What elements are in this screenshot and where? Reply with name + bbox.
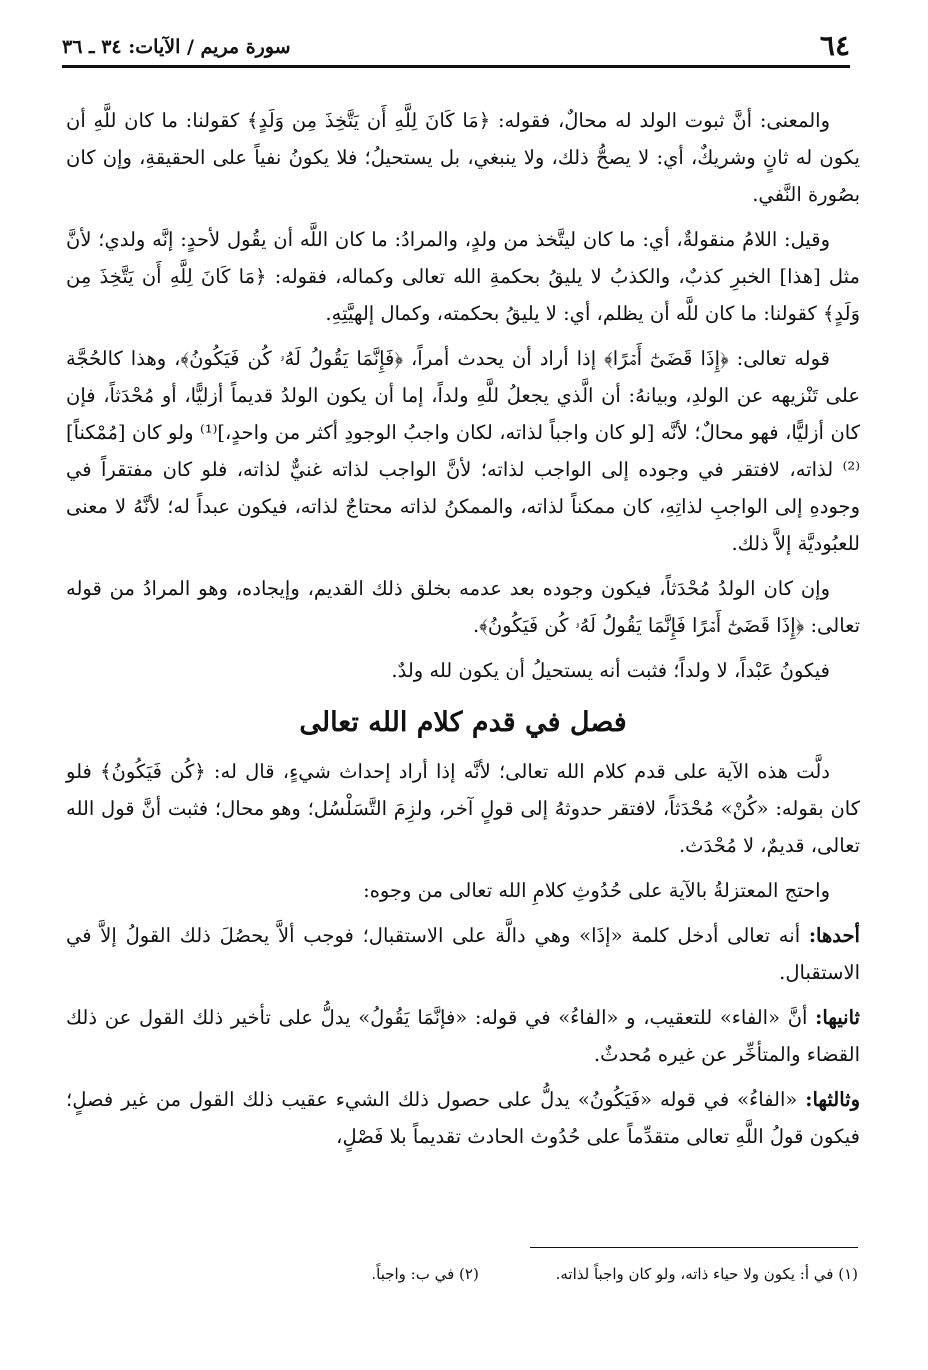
point-text: أنَّ «الفاء» للتعقيب، و «الفاءُ» في قوله: «فإنَّمَا يَقُولُ» يدلُّ على تأخير ذلك القول عن ذلك القضاء والمتأخِّر عن غيره مُحدثٌ. [66, 1006, 860, 1066]
point-lead: أحدها: [808, 924, 860, 947]
point-text: «الفاءُ» في قوله «فَيَكُونُ» يدلُّ على حصول ذلك الشيء عقيب ذلك القول من غير فصلٍ؛ فيكون قولُ اللَّهِ تعالى متقدِّماً على حُدُوث الحادث تقديماً بلا فَصْلٍ، [66, 1088, 860, 1148]
footnotes [220, 1262, 858, 1286]
point-text: أنه تعالى أدخل كلمة «إذَا» وهي دالَّة على الاستقبال؛ فوجب ألاَّ يحصُلَ ذلك القولُ إلاَّ في الاستقبال. [66, 924, 860, 984]
point-paragraph [66, 917, 860, 991]
point-lead: ثانيها: [815, 1006, 860, 1029]
running-title: سورة مريم / الآيات: ٣٤ ـ ٣٦ [62, 36, 291, 58]
point-paragraph [66, 999, 860, 1073]
paragraph: والمعنى: أنَّ ثبوت الولد له محالٌ، فقوله: ﴿مَا كَانَ لِلَّهِ أَن يَتَّخِذَ مِن وَلَدٍ﴾ كقولنا: ما كان للَّهِ أن يكون له ثانٍ وشريكٌ، أي: لا يصحُّ ذلك، ولا ينبغي، بل يستحيلُ؛ فلا يكونُ نفياً على الحقيقةِ، وإن كان بصُورة النَّفي. [66, 109, 860, 206]
footnote: (١) في أ: يكون ولا حياء ذاته، ولو كان واجباً لذاته. [555, 1265, 858, 1283]
footnote: (٢) في ب: واجباً. [371, 1265, 479, 1283]
main-text [66, 102, 860, 1163]
paragraph: قوله تعالى: ﴿إِذَا قَضَىٰٓ أَمۡرًا﴾ إذا أراد أن يحدث أمراً، ﴿فَإِنَّمَا يَقُولُ لَهُۥ كُن فَيَكُونُ﴾، وهذا كالحُجَّة على تَنْزيهه عن الولدِ، وبيانهُ: أن الَّذي يجعلُ للَّهِ ولداً، إما أن يكون الولدُ قديماً أزليًّا، أو مُحْدَثاً، فإن كان أزليًّا، فهو محالٌ؛ لأنَّه [لو كان واجباً لذاته، لكان واجبُ الوجودِ أكثر من واحدٍ،]⁽¹⁾ ولو كان [مُمْكناً]⁽²⁾ لذاته، لافتقر في وجوده إلى الواجب لذاته؛ لأنَّ الواجب لذاته غنيٌّ لذاته، فلو كان مفتقراً في وجودهِ إلى الواجبِ لذاتِهِ، كان ممكناً لذاته، والممكنُ لذاته محتاجٌ لذاته، فيكون عبداً له؛ لأنَّهُ لا معنى للعبُوديَّة إلاَّ ذلك. [66, 347, 861, 555]
paragraph: دلَّت هذه الآية على قدم كلام الله تعالى؛ لأنَّه إذا أراد إحداث شيءٍ، قال له: ﴿كُن فَيَكُونُ﴾ فلو كان بقوله: «كُنْ» مُحْدَثاً، لافتقر حدوثهُ إلى قولٍ آخر، ولزِمَ التَّسَلْسُل؛ وهو محال؛ فثبت أنَّ قول الله تعالى، قديمٌ، لا مُحْدَث. [66, 760, 860, 857]
paragraph: وإن كان الولدُ مُحْدَثاً، فيكون وجوده بعد عدمه بخلق ذلك القديم، وإيجاده، وهو المرادُ من قوله تعالى: ﴿إِذَا قَضَىٰٓ أَمۡرًا فَإِنَّمَا يَقُولُ لَهُۥ كُن فَيَكُونُ﴾. [66, 577, 860, 637]
page-header [62, 28, 850, 68]
paragraph: واحتج المعتزلةُ بالآية على حُدُوثِ كلامِ الله تعالى من وجوه: [363, 879, 830, 902]
point-paragraph [66, 1081, 860, 1155]
point-lead: وثالثها: [805, 1088, 860, 1111]
footnote-rule [530, 1247, 858, 1248]
header-rule [62, 65, 850, 68]
paragraph: فيكونُ عَبْداً، لا ولداً؛ فثبت أنه يستحيلُ أن يكون لله ولدٌ. [391, 659, 830, 682]
page-number: ٦٤ [819, 29, 850, 62]
section-heading: فصل في قدم كلام الله تعالى [299, 707, 627, 738]
paragraph: وقيل: اللامُ منقولةٌ، أي: ما كان ليتَّخذ من ولدٍ، والمرادُ: ما كان اللَّه أن يقُول لأحدٍ: إنَّه ولدي؛ لأنَّ مثل [هذا] الخبرِ كذبٌ، والكذبُ لا يليقُ بحكمةِ الله تعالى وكماله، فقوله: ﴿مَا كَانَ لِلَّهِ أَن يَتَّخِذَ مِن وَلَدٍ﴾ كقولنا: ما كان للَّه أن يظلم، أي: لا يليقُ بحكمته، وكمال إلهيَّتِهِ. [66, 228, 860, 325]
